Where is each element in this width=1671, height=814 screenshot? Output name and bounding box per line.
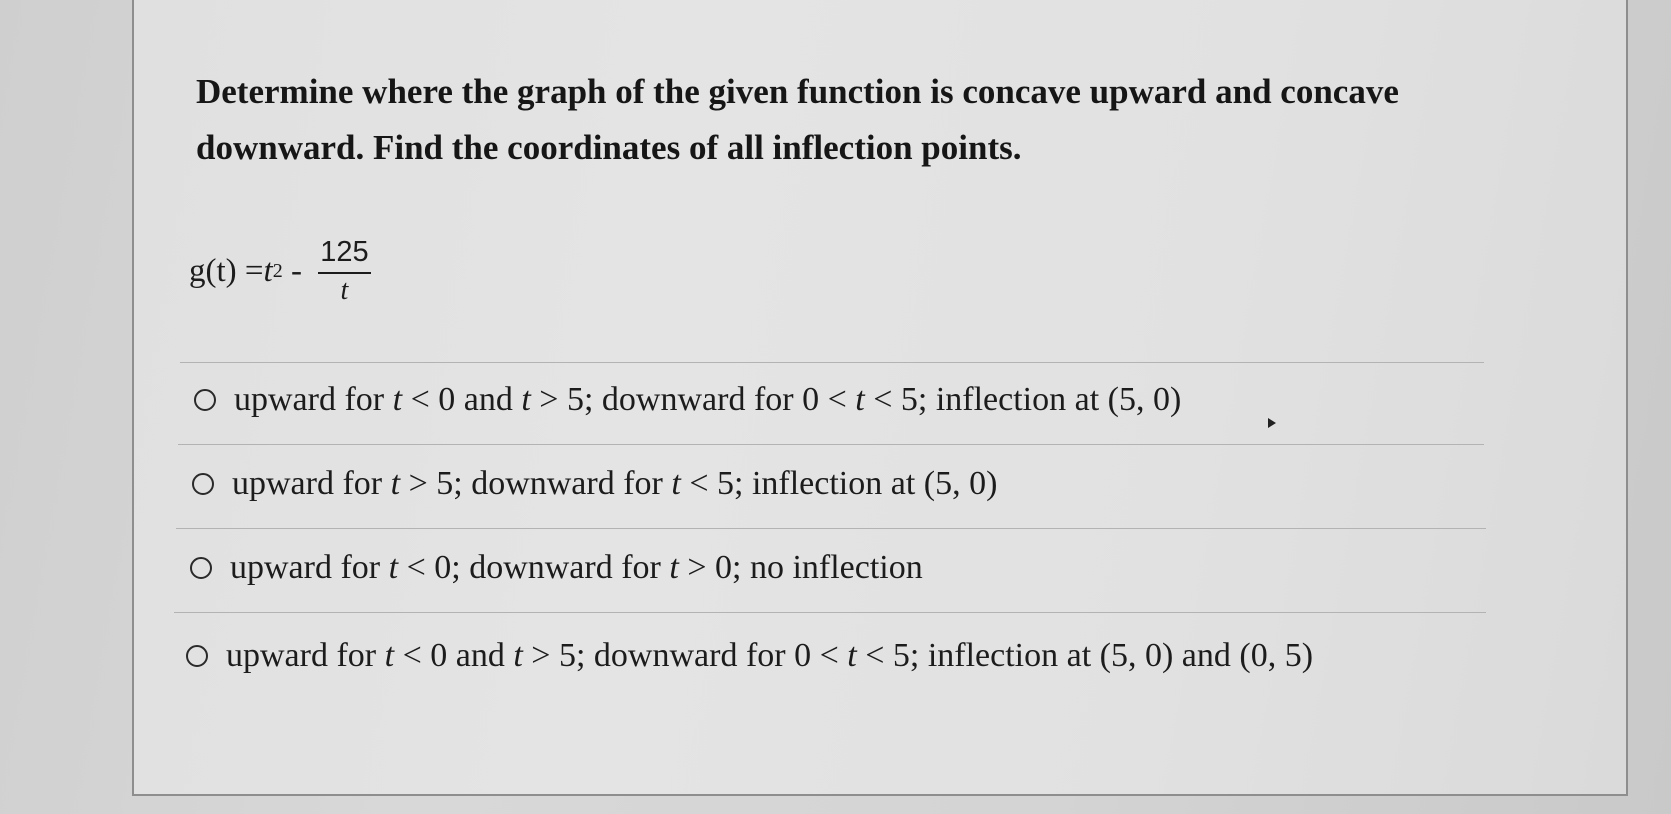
question-line-2: downward. Find the coordinates of all inflection points. [196,128,1022,167]
question-text [196,64,1596,176]
radio-button-4[interactable] [186,645,208,667]
formula-minus: - [282,252,311,289]
formula-lhs: g(t) = [189,252,264,289]
divider-3 [176,528,1486,529]
mouse-pointer-icon [1268,418,1276,428]
option-2-text: upward for t > 5; downward for t < 5; inflection at (5, 0) [232,465,998,502]
function-formula [189,226,371,316]
answer-option-3[interactable] [190,546,923,590]
formula-base: t [263,252,273,289]
formula-denominator: t [340,275,349,306]
divider-1 [180,362,1484,363]
divider-4 [174,612,1486,613]
answer-option-4[interactable] [186,634,1313,678]
radio-button-1[interactable] [194,389,216,411]
question-line-1: Determine where the graph of the given function is concave upward and concave [196,72,1399,111]
option-1-text: upward for t < 0 and t > 5; downward for 0 < t < 5; inflection at (5, 0) [234,381,1182,418]
option-3-text: upward for t < 0; downward for t > 0; no inflection [230,549,923,586]
answer-option-1[interactable] [194,378,1181,422]
question-card [132,0,1628,796]
answer-option-2[interactable] [192,462,997,506]
formula-fraction [318,234,370,308]
radio-button-2[interactable] [192,473,214,495]
formula-numerator: 125 [318,234,370,274]
formula-exponent: 2 [272,259,283,282]
radio-button-3[interactable] [190,557,212,579]
option-4-text: upward for t < 0 and t > 5; downward for 0 < t < 5; inflection at (5, 0) and (0, 5) [226,637,1314,674]
divider-2 [178,444,1484,445]
